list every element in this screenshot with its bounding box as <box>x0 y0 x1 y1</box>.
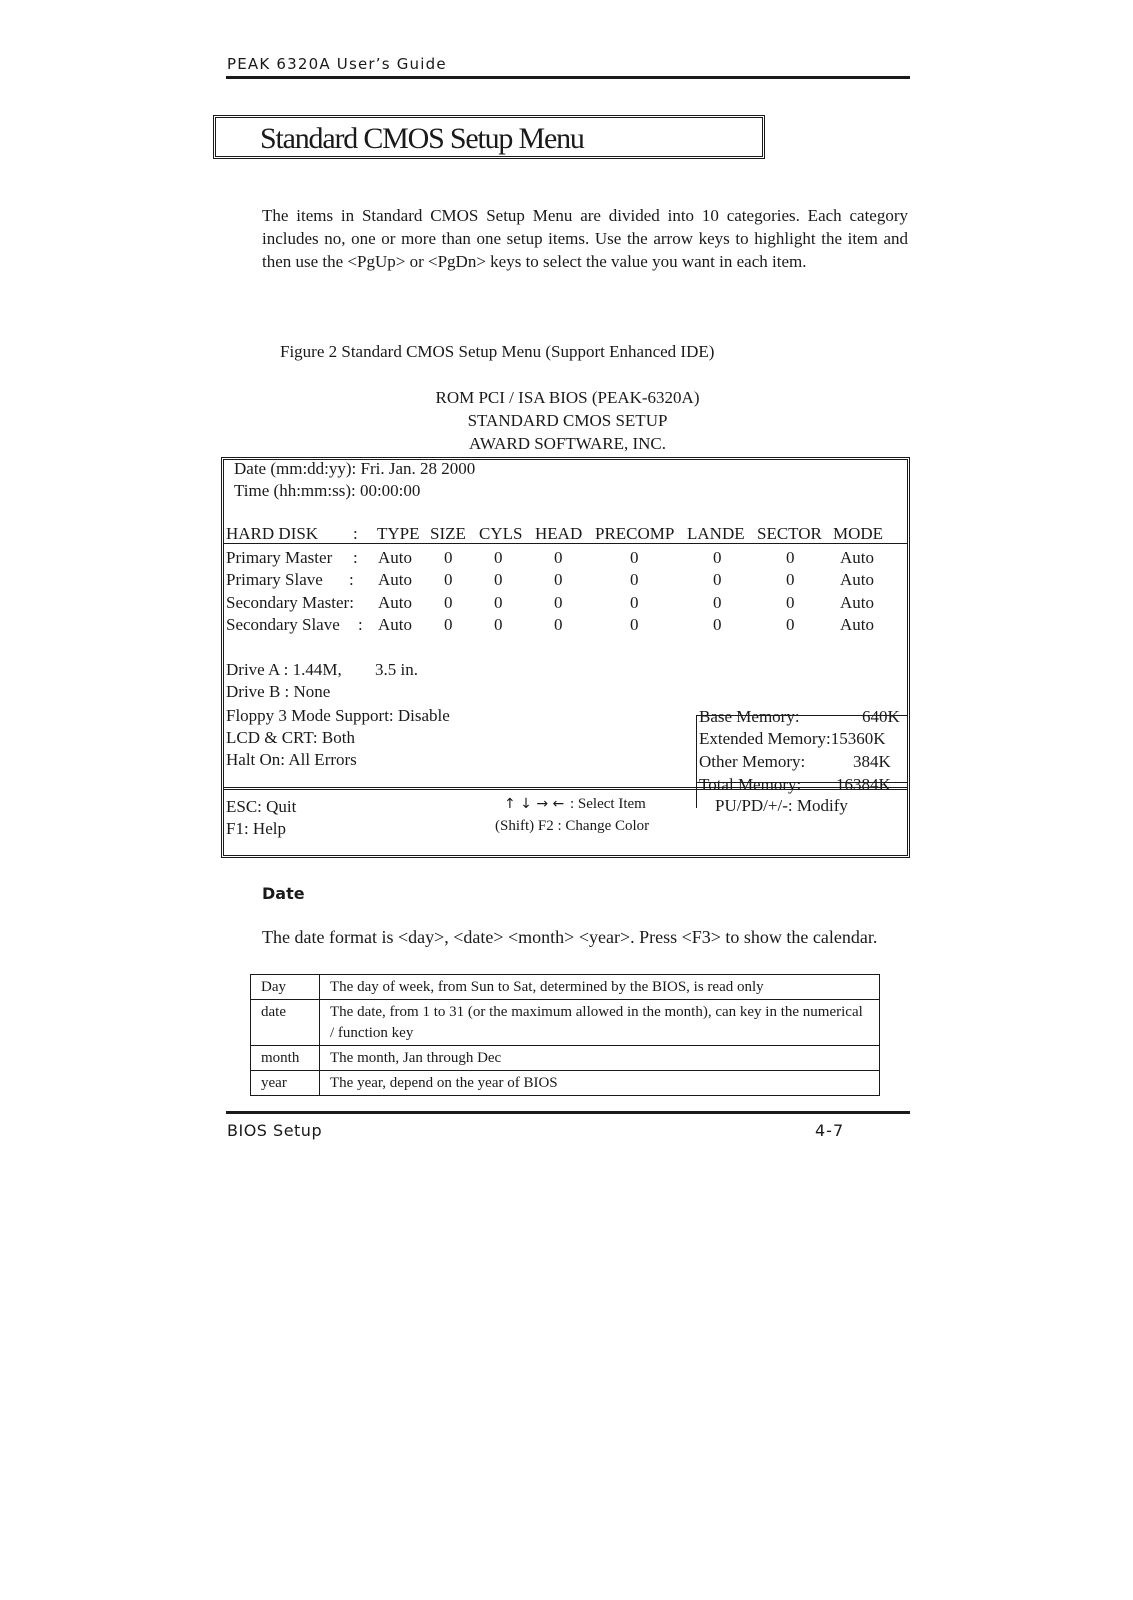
disk-head: 0 <box>554 548 563 567</box>
disk-sep: : <box>358 615 363 634</box>
col-sector: SECTOR <box>757 524 822 543</box>
disk-size: 0 <box>444 548 453 567</box>
extended-memory: Extended Memory:15360K <box>699 729 886 748</box>
key-legend-rule <box>224 787 907 790</box>
drive-b[interactable]: Drive B : None <box>226 682 331 701</box>
figure-caption: Figure 2 Standard CMOS Setup Menu (Support Enhanced IDE) <box>280 342 715 361</box>
col-type: TYPE <box>377 524 420 543</box>
other-memory-label: Other Memory: <box>699 752 806 771</box>
disk-mode: Auto <box>840 548 874 567</box>
running-header: PEAK 6320A User’s Guide <box>227 55 447 73</box>
table-row <box>251 975 880 1000</box>
disk-type: Auto <box>378 615 412 634</box>
bios-header-line3: AWARD SOFTWARE, INC. <box>469 434 666 453</box>
bios-header <box>380 386 755 455</box>
disk-precomp: 0 <box>630 615 639 634</box>
disk-sector: 0 <box>786 615 795 634</box>
disk-cyls: 0 <box>494 593 503 612</box>
base-memory-label: Base Memory: <box>699 707 800 726</box>
disk-name: Secondary Master: <box>226 593 354 612</box>
date-field-key: month <box>251 1046 320 1071</box>
col-hard-disk: HARD DISK <box>226 524 319 543</box>
footer-rule <box>226 1111 910 1114</box>
disk-mode: Auto <box>840 615 874 634</box>
table-row <box>251 1071 880 1096</box>
disk-precomp: 0 <box>630 548 639 567</box>
disk-precomp: 0 <box>630 593 639 612</box>
footer-section: BIOS Setup <box>227 1121 323 1140</box>
memory-panel <box>696 707 908 808</box>
col-size: SIZE <box>430 524 466 543</box>
other-memory-value: 384K <box>853 752 891 771</box>
bios-header-line2: STANDARD CMOS SETUP <box>467 411 668 430</box>
section-title: Standard CMOS Setup Menu <box>260 122 584 155</box>
key-change-color: (Shift) F2 : Change Color <box>495 818 650 834</box>
table-row <box>251 1000 880 1046</box>
col-precomp: PRECOMP <box>595 524 675 543</box>
floppy-3-mode[interactable]: Floppy 3 Mode Support: Disable <box>226 706 450 725</box>
table-row <box>251 1046 880 1071</box>
disk-cyls: 0 <box>494 570 503 589</box>
bios-header-line1: ROM PCI / ISA BIOS (PEAK-6320A) <box>435 388 700 407</box>
disk-size: 0 <box>444 615 453 634</box>
drive-a-size: 3.5 in. <box>375 660 418 679</box>
key-f1-help: F1: Help <box>226 819 286 838</box>
date-field-table <box>250 974 880 1096</box>
halt-on[interactable]: Halt On: All Errors <box>226 750 357 769</box>
disk-name: Secondary Slave <box>226 615 340 634</box>
disk-type: Auto <box>378 593 412 612</box>
disk-sector: 0 <box>786 593 795 612</box>
disk-name: Primary Master <box>226 548 333 567</box>
col-head: HEAD <box>535 524 583 543</box>
header-rule <box>226 76 910 79</box>
date-field-desc: The month, Jan through Dec <box>320 1046 880 1071</box>
key-esc-quit: ESC: Quit <box>226 797 297 816</box>
total-memory-label: Total Memory: <box>699 775 802 794</box>
col-lande: LANDE <box>687 524 745 543</box>
disk-lande: 0 <box>713 548 722 567</box>
bios-time: Time (hh:mm:ss): 00:00:00 <box>234 481 421 500</box>
disk-mode: Auto <box>840 570 874 589</box>
disk-sep: : <box>349 570 354 589</box>
disk-lande: 0 <box>713 570 722 589</box>
key-modify: PU/PD/+/-: Modify <box>715 796 848 815</box>
disk-lande: 0 <box>713 615 722 634</box>
disk-size: 0 <box>444 593 453 612</box>
date-field-desc: The year, depend on the year of BIOS <box>320 1071 880 1096</box>
key-select-item: : Select Item <box>570 796 646 812</box>
arrow-keys-icon: ↑ ↓ → ← <box>504 796 565 812</box>
disk-sep: : <box>353 548 358 567</box>
disk-head: 0 <box>554 593 563 612</box>
page-number: 4-7 <box>815 1121 845 1140</box>
disk-mode: Auto <box>840 593 874 612</box>
intro-paragraph: The items in Standard CMOS Setup Menu are divided into 10 categories. Each category includes no, one or more than one setup items. Use the arrow keys to highlight the item and then use the <PgUp> or <PgDn> keys to select the value you want in each item. <box>262 206 908 271</box>
col-cyls: CYLS <box>479 524 523 543</box>
disk-cyls: 0 <box>494 548 503 567</box>
bios-date: Date (mm:dd:yy): Fri. Jan. 28 2000 <box>234 459 476 478</box>
base-memory-value: 640K <box>862 707 900 726</box>
total-memory-value: 16384K <box>836 775 891 794</box>
col-sep: : <box>353 524 358 543</box>
disk-head: 0 <box>554 570 563 589</box>
date-field-key: date <box>251 1000 320 1046</box>
drive-a[interactable]: Drive A : 1.44M, <box>226 660 342 679</box>
date-field-desc: The day of week, from Sun to Sat, determined by the BIOS, is read only <box>320 975 880 1000</box>
column-header-rule <box>224 543 907 544</box>
disk-type: Auto <box>378 548 412 567</box>
disk-head: 0 <box>554 615 563 634</box>
disk-precomp: 0 <box>630 570 639 589</box>
disk-type: Auto <box>378 570 412 589</box>
date-heading: Date <box>262 884 305 903</box>
disk-sector: 0 <box>786 548 795 567</box>
disk-size: 0 <box>444 570 453 589</box>
disk-name: Primary Slave <box>226 570 323 589</box>
disk-lande: 0 <box>713 593 722 612</box>
disk-sector: 0 <box>786 570 795 589</box>
date-field-key: Day <box>251 975 320 1000</box>
date-format-text: The date format is <day>, <date> <month> <year>. Press <F3> to show the calendar. <box>262 927 878 947</box>
col-mode: MODE <box>833 524 884 543</box>
bios-screen <box>221 457 910 858</box>
lcd-crt[interactable]: LCD & CRT: Both <box>226 728 355 747</box>
disk-cyls: 0 <box>494 615 503 634</box>
section-title-box <box>213 115 765 159</box>
date-field-key: year <box>251 1071 320 1096</box>
date-field-desc: The date, from 1 to 31 (or the maximum allowed in the month), can key in the numerical / function key <box>320 1000 880 1046</box>
